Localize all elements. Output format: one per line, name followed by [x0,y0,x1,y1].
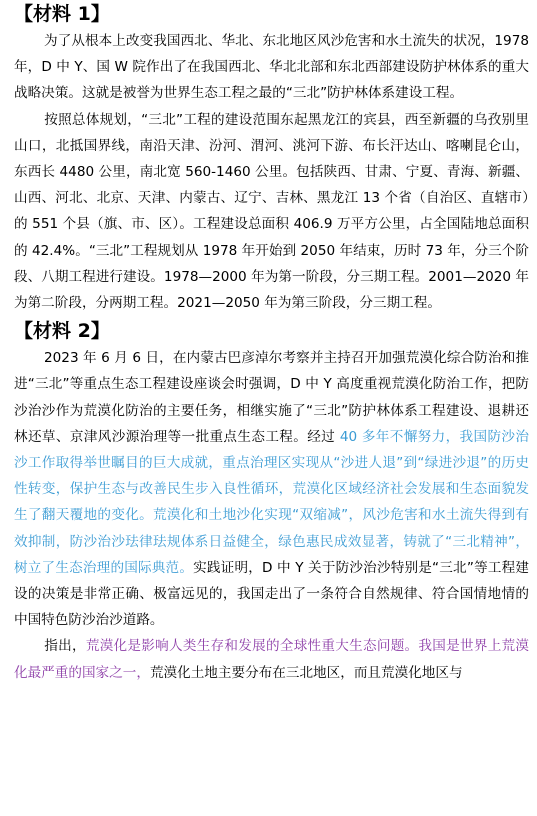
material-2-paragraph-1 [14,345,537,633]
material-2-heading: 【材料 2】 [14,320,110,343]
paragraph-text: 2023 年 6 月 6 日，在内蒙古巴彦淖尔考察并主持召开加强荒漠化综合防治和推进“三北”等重点生态工程建设座谈会时强调，D 中 Y 高度重视荒漠化防治工作，把防沙治沙作为荒漠化防治的主要任务，相继实施了“三北”防护林体系工程建设、退耕还林还草、京津风沙源治理等一批重点生态工程。经过 [14,350,529,445]
paragraph-text: 实践证明，D 中 Y 关于防沙治沙特别是“三北”等工程建设的决策是非常正确、极富远见的，我国走出了一条符合自然规律、符合国情地情的中国特色防沙治沙道路。 [14,559,529,629]
paragraph-text: 指出， [44,638,86,655]
material-1-heading: 【材料 1】 [14,3,110,25]
material-1-paragraph-1: 为了从根本上改变我国西北、华北、东北地区风沙危害和水土流失的状况，1978 年，D 中 Y、国 W 院作出了在我国西北、华北北部和东北西部建设防护林体系的重大战略决策。这就是被誉为世界生态工程之最的“三北”防护林体系建设工程。 [14,33,529,102]
highlighted-text-blue: 40 多年不懈努力，我国防沙治沙工作取得举世瞩目的巨大成就，重点治理区实现从“沙进人退”到“绿进沙退”的历史性转变，保护生态与改善民生步入良性循环，荒漠化区域经济社会发展和生态面貌发生了翻天覆地的变化。荒漠化和土地沙化实现“双缩减”，风沙危害和水土流失得到有效抑制，防沙治沙珐律珐规体系日益健全，绿色惠民成效显著，铸就了“三北精神”，树立了生态治理的国际典范。 [14,428,529,576]
highlighted-text-purple: 荒漠化是影响人类生存和发展的全球性重大生态问题。我国是世界上荒漠化最严重的国家之一， [14,638,530,681]
material-1-paragraph-2: 按照总体规划，“三北”工程的建设范围东起黑龙江的宾县，西至新疆的乌孜别里山口，北抵国界线，南沿天津、汾河、渭河、洮河下游、布长汗达山、喀喇昆仑山，东西长 4480 公里，南北宽 560-1460 公里。包括陕西、甘肃、宁夏、青海、新疆、山西、河北、北京、天津、内蒙古、辽宁、吉林、黑龙江 13 个省（自治区、直辖市）的 551 个县（旗、市、区）。工程建设总面积 406.9 万平方公里，占全国陆地总面积的 42.4%。“三北”工程规划从 1978 年开始到 2050 年结束，历时 73 年，分三个阶段、八期工程进行建设。1978—2000 年为第一阶段，分三期工程。2001—2020 年为第二阶段，分两期工程。2021—2050 年为第三阶段，分三期工程。 [14,111,529,312]
material-2-paragraph-2 [14,633,537,685]
paragraph-text: 荒漠化土地主要分布在三北地区，而且荒漠化地区与 [149,664,463,681]
